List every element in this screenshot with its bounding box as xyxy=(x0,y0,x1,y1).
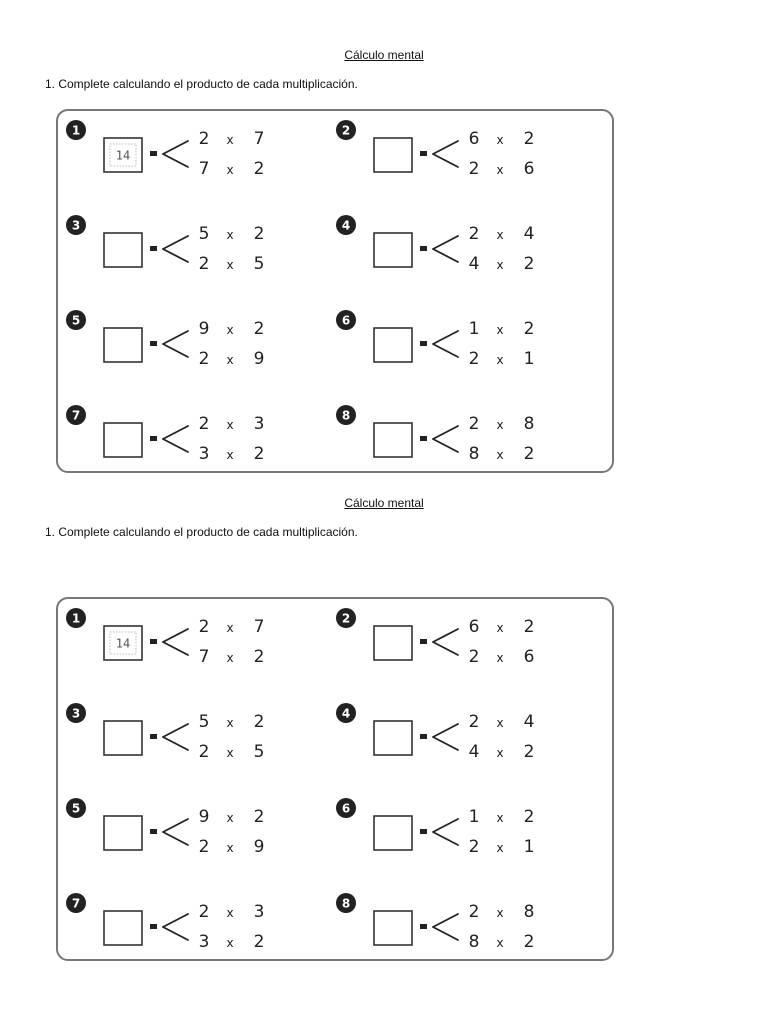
branch-lines xyxy=(163,819,188,845)
times-sign: x xyxy=(226,811,234,825)
branch-lines xyxy=(163,629,188,655)
problem-number: 5 xyxy=(71,313,81,328)
answer-box[interactable] xyxy=(104,423,142,457)
times-sign: x xyxy=(226,936,234,950)
times-sign: x xyxy=(226,906,234,920)
dash-mark xyxy=(420,639,427,644)
times-sign: x xyxy=(496,448,504,462)
times-sign: x xyxy=(496,716,504,730)
times-sign: x xyxy=(226,228,234,242)
worksheet-panel xyxy=(56,597,614,961)
branch-lines xyxy=(433,141,458,167)
problem-item xyxy=(336,893,534,952)
times-sign: x xyxy=(496,323,504,337)
dash-mark xyxy=(150,246,157,251)
times-sign: x xyxy=(496,418,504,432)
answer-value: 14 xyxy=(115,636,131,651)
factor-digit: 5 xyxy=(253,254,265,274)
problem-grid xyxy=(58,599,612,959)
problem-number: 1 xyxy=(71,123,81,138)
factor-digit: 6 xyxy=(523,647,535,667)
branch-lines xyxy=(163,331,188,357)
factor-digit: 2 xyxy=(468,224,480,244)
problem-item xyxy=(336,215,534,274)
factor-digit: 3 xyxy=(198,932,210,952)
times-sign: x xyxy=(496,133,504,147)
factor-digit: 2 xyxy=(523,807,535,827)
problem-grid xyxy=(58,111,612,471)
branch-lines xyxy=(433,331,458,357)
problem-number: 4 xyxy=(341,706,351,721)
times-sign: x xyxy=(496,746,504,760)
branch-lines xyxy=(433,236,458,262)
factor-digit: 2 xyxy=(468,414,480,434)
problem-item xyxy=(66,120,264,179)
factor-digit: 2 xyxy=(253,647,265,667)
factor-digit: 2 xyxy=(253,807,265,827)
problem-item xyxy=(336,703,534,762)
problem-number: 8 xyxy=(341,408,351,423)
instruction-text: 1. Complete calculando el producto de cada multiplicación. xyxy=(45,77,358,91)
dash-mark xyxy=(150,639,157,644)
factor-digit: 2 xyxy=(523,742,535,762)
problem-number: 2 xyxy=(341,123,351,138)
factor-digit: 2 xyxy=(253,319,265,339)
factor-digit: 2 xyxy=(468,837,480,857)
dash-mark xyxy=(420,151,427,156)
factor-digit: 9 xyxy=(253,837,265,857)
times-sign: x xyxy=(226,258,234,272)
branch-lines xyxy=(433,914,458,940)
factor-digit: 2 xyxy=(198,837,210,857)
branch-lines xyxy=(163,426,188,452)
dash-mark xyxy=(420,246,427,251)
problem-number: 5 xyxy=(71,801,81,816)
factor-digit: 3 xyxy=(253,902,265,922)
times-sign: x xyxy=(226,621,234,635)
factor-digit: 2 xyxy=(468,159,480,179)
factor-digit: 8 xyxy=(468,444,480,464)
factor-digit: 7 xyxy=(253,129,265,149)
factor-digit: 2 xyxy=(198,349,210,369)
answer-box[interactable] xyxy=(374,626,412,660)
factor-digit: 2 xyxy=(253,712,265,732)
factor-digit: 1 xyxy=(523,837,535,857)
dash-mark xyxy=(150,734,157,739)
factor-digit: 2 xyxy=(523,444,535,464)
dash-mark xyxy=(150,436,157,441)
factor-digit: 2 xyxy=(523,617,535,637)
factor-digit: 6 xyxy=(468,129,480,149)
factor-digit: 9 xyxy=(198,319,210,339)
answer-box[interactable] xyxy=(374,328,412,362)
factor-digit: 2 xyxy=(198,742,210,762)
factor-digit: 6 xyxy=(523,159,535,179)
answer-box[interactable] xyxy=(104,816,142,850)
answer-box[interactable] xyxy=(374,721,412,755)
dash-mark xyxy=(150,151,157,156)
problem-item xyxy=(336,310,534,369)
factor-digit: 2 xyxy=(523,932,535,952)
problem-item xyxy=(66,310,264,369)
times-sign: x xyxy=(226,133,234,147)
problem-number: 3 xyxy=(71,706,81,721)
branch-lines xyxy=(433,426,458,452)
section-title: Cálculo mental xyxy=(344,496,424,510)
branch-lines xyxy=(163,724,188,750)
problem-item xyxy=(66,405,264,464)
dash-mark xyxy=(420,436,427,441)
answer-box[interactable] xyxy=(374,816,412,850)
dash-mark xyxy=(420,924,427,929)
factor-digit: 2 xyxy=(468,349,480,369)
factor-digit: 2 xyxy=(198,129,210,149)
factor-digit: 2 xyxy=(253,159,265,179)
problem-number: 7 xyxy=(71,896,81,911)
dash-mark xyxy=(150,829,157,834)
problem-number: 6 xyxy=(341,801,351,816)
factor-digit: 2 xyxy=(253,932,265,952)
answer-box[interactable] xyxy=(104,328,142,362)
branch-lines xyxy=(163,236,188,262)
branch-lines xyxy=(163,141,188,167)
times-sign: x xyxy=(496,906,504,920)
times-sign: x xyxy=(226,841,234,855)
times-sign: x xyxy=(496,936,504,950)
factor-digit: 1 xyxy=(468,319,480,339)
times-sign: x xyxy=(226,746,234,760)
factor-digit: 2 xyxy=(523,254,535,274)
problem-item xyxy=(66,703,264,762)
factor-digit: 5 xyxy=(198,224,210,244)
problem-item xyxy=(336,608,534,667)
factor-digit: 6 xyxy=(468,617,480,637)
dash-mark xyxy=(420,829,427,834)
problem-item xyxy=(66,215,264,274)
factor-digit: 7 xyxy=(198,647,210,667)
problem-number: 8 xyxy=(341,896,351,911)
factor-digit: 2 xyxy=(468,712,480,732)
problem-number: 2 xyxy=(341,611,351,626)
factor-digit: 2 xyxy=(198,617,210,637)
factor-digit: 1 xyxy=(523,349,535,369)
times-sign: x xyxy=(496,163,504,177)
factor-digit: 2 xyxy=(468,647,480,667)
problem-number: 3 xyxy=(71,218,81,233)
section-title: Cálculo mental xyxy=(344,48,424,62)
times-sign: x xyxy=(496,353,504,367)
times-sign: x xyxy=(226,323,234,337)
problem-number: 6 xyxy=(341,313,351,328)
branch-lines xyxy=(433,629,458,655)
factor-digit: 2 xyxy=(523,319,535,339)
times-sign: x xyxy=(496,258,504,272)
factor-digit: 7 xyxy=(198,159,210,179)
times-sign: x xyxy=(496,811,504,825)
answer-box[interactable] xyxy=(104,721,142,755)
problem-item xyxy=(66,798,264,857)
factor-digit: 1 xyxy=(468,807,480,827)
times-sign: x xyxy=(226,353,234,367)
factor-digit: 5 xyxy=(198,712,210,732)
dash-mark xyxy=(420,734,427,739)
problem-item xyxy=(66,893,264,952)
branch-lines xyxy=(163,914,188,940)
times-sign: x xyxy=(226,651,234,665)
times-sign: x xyxy=(226,448,234,462)
factor-digit: 8 xyxy=(523,414,535,434)
factor-digit: 8 xyxy=(468,932,480,952)
answer-box[interactable] xyxy=(374,423,412,457)
instruction-text: 1. Complete calculando el producto de cada multiplicación. xyxy=(45,525,358,539)
factor-digit: 4 xyxy=(523,224,535,244)
problem-item xyxy=(336,798,534,857)
worksheet-panel xyxy=(56,109,614,473)
times-sign: x xyxy=(226,163,234,177)
factor-digit: 2 xyxy=(253,444,265,464)
factor-digit: 4 xyxy=(523,712,535,732)
problem-number: 7 xyxy=(71,408,81,423)
answer-box[interactable] xyxy=(374,138,412,172)
factor-digit: 4 xyxy=(468,742,480,762)
problem-number: 4 xyxy=(341,218,351,233)
times-sign: x xyxy=(496,841,504,855)
times-sign: x xyxy=(226,716,234,730)
factor-digit: 3 xyxy=(198,444,210,464)
factor-digit: 2 xyxy=(198,254,210,274)
times-sign: x xyxy=(496,621,504,635)
times-sign: x xyxy=(226,418,234,432)
answer-box[interactable] xyxy=(374,233,412,267)
factor-digit: 5 xyxy=(253,742,265,762)
factor-digit: 2 xyxy=(198,902,210,922)
dash-mark xyxy=(420,341,427,346)
answer-box[interactable] xyxy=(374,911,412,945)
factor-digit: 7 xyxy=(253,617,265,637)
answer-value: 14 xyxy=(115,148,131,163)
times-sign: x xyxy=(496,228,504,242)
dash-mark xyxy=(150,341,157,346)
problem-item xyxy=(66,608,264,667)
factor-digit: 9 xyxy=(198,807,210,827)
factor-digit: 4 xyxy=(468,254,480,274)
factor-digit: 9 xyxy=(253,349,265,369)
times-sign: x xyxy=(496,651,504,665)
dash-mark xyxy=(150,924,157,929)
factor-digit: 3 xyxy=(253,414,265,434)
problem-item xyxy=(336,120,534,179)
factor-digit: 2 xyxy=(198,414,210,434)
factor-digit: 2 xyxy=(253,224,265,244)
factor-digit: 2 xyxy=(468,902,480,922)
branch-lines xyxy=(433,819,458,845)
branch-lines xyxy=(433,724,458,750)
answer-box[interactable] xyxy=(104,911,142,945)
factor-digit: 8 xyxy=(523,902,535,922)
problem-item xyxy=(336,405,534,464)
factor-digit: 2 xyxy=(523,129,535,149)
problem-number: 1 xyxy=(71,611,81,626)
answer-box[interactable] xyxy=(104,233,142,267)
